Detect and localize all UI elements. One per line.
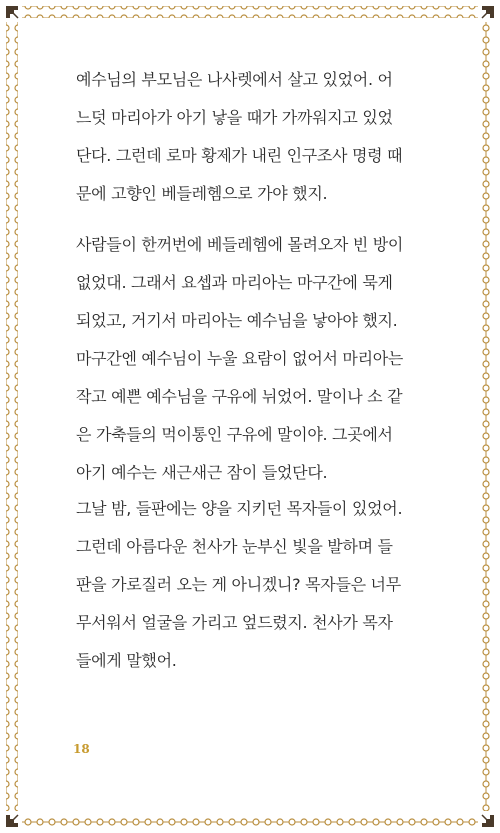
text-line: 무서워서 얼굴을 가리고 엎드렸지. 천사가 목자 xyxy=(76,613,393,632)
paragraph-1 xyxy=(76,61,436,213)
text-line: 단다. 그런데 로마 황제가 내린 인구조사 명령 때 xyxy=(76,146,403,165)
text-line: 예수님의 부모님은 나사렛에서 살고 있었어. 어 xyxy=(76,70,393,89)
text-line: 그날 밤, 들판에는 양을 지키던 목자들이 있었어. xyxy=(76,499,403,518)
text-line: 그런데 아름다운 천사가 눈부신 빛을 발하며 들 xyxy=(76,537,393,556)
text-line: 사람들이 한꺼번에 베들레헴에 몰려오자 빈 방이 xyxy=(76,235,404,254)
border-left xyxy=(6,22,18,811)
text-line: 문에 고향인 베들레헴으로 가야 했지. xyxy=(76,184,328,203)
paragraph-2 xyxy=(76,226,436,492)
text-line: 아기 예수는 새근새근 잠이 들었단다. xyxy=(76,463,328,482)
page-number: 18 xyxy=(73,742,90,756)
text-line: 없었대. 그래서 요셉과 마리아는 마구간에 묵게 xyxy=(76,273,393,292)
text-line: 마구간엔 예수님이 누울 요람이 없어서 마리아는 xyxy=(76,349,404,368)
text-line: 판을 가로질러 오는 게 아니겠니? 목자들은 너무 xyxy=(76,575,401,594)
text-line: 은 가축들의 먹이통인 구유에 말이야. 그곳에서 xyxy=(76,425,393,444)
paragraph-3 xyxy=(76,490,436,680)
border-bottom xyxy=(22,815,478,827)
corner-ornament-top-left xyxy=(6,6,18,18)
text-line: 들에게 말했어. xyxy=(76,651,177,670)
corner-ornament-top-right xyxy=(482,6,494,18)
corner-ornament-bottom-right xyxy=(482,815,494,827)
corner-ornament-bottom-left xyxy=(6,815,18,827)
text-line: 작고 예쁜 예수님을 구유에 뉘었어. 말이나 소 같 xyxy=(76,387,403,406)
text-line: 느덧 마리아가 아기 낳을 때가 가까워지고 있었 xyxy=(76,108,393,127)
border-top xyxy=(22,6,478,18)
border-right xyxy=(482,22,494,811)
text-line: 되었고, 거기서 마리아는 예수님을 낳아야 했지. xyxy=(76,311,398,330)
